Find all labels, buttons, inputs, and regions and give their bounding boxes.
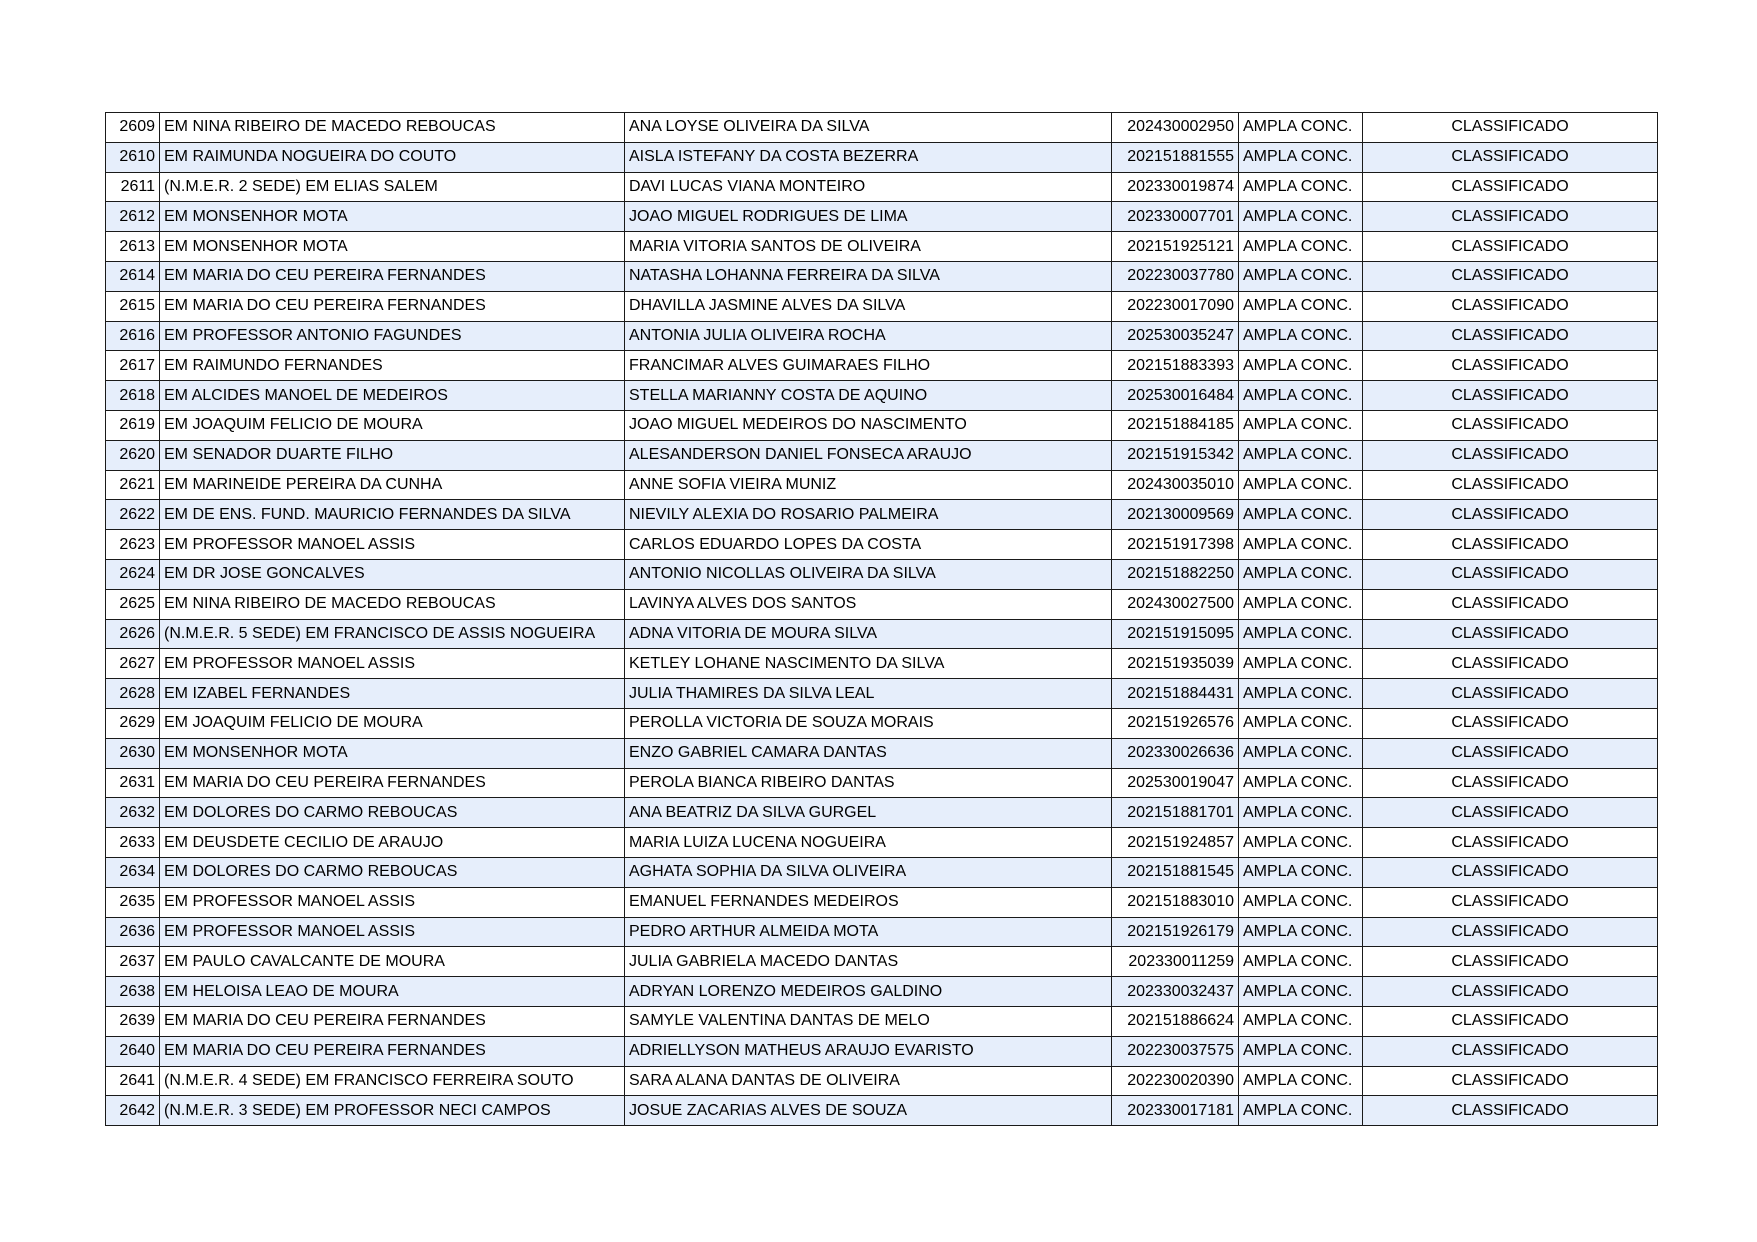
row-number: 2609 (106, 113, 160, 143)
modality: AMPLA CONC. (1239, 887, 1363, 917)
school-name: EM RAIMUNDO FERNANDES (160, 351, 625, 381)
student-name: DAVI LUCAS VIANA MONTEIRO (625, 172, 1112, 202)
registration-number: 202151886624 (1112, 1006, 1239, 1036)
table-row (106, 1036, 1658, 1066)
modality: AMPLA CONC. (1239, 768, 1363, 798)
modality: AMPLA CONC. (1239, 261, 1363, 291)
registration-number: 202151882250 (1112, 559, 1239, 589)
table-row (106, 470, 1658, 500)
student-name: SAMYLE VALENTINA DANTAS DE MELO (625, 1006, 1112, 1036)
row-number: 2632 (106, 798, 160, 828)
school-name: EM IZABEL FERNANDES (160, 679, 625, 709)
table-row (106, 172, 1658, 202)
modality: AMPLA CONC. (1239, 857, 1363, 887)
table-row (106, 261, 1658, 291)
table-row (106, 440, 1658, 470)
status: CLASSIFICADO (1363, 1096, 1658, 1126)
registration-number: 202530019047 (1112, 768, 1239, 798)
school-name: EM RAIMUNDA NOGUEIRA DO COUTO (160, 142, 625, 172)
student-name: AGHATA SOPHIA DA SILVA OLIVEIRA (625, 857, 1112, 887)
row-number: 2622 (106, 500, 160, 530)
student-name: JOSUE ZACARIAS ALVES DE SOUZA (625, 1096, 1112, 1126)
registration-number: 202151915342 (1112, 440, 1239, 470)
status: CLASSIFICADO (1363, 142, 1658, 172)
registration-number: 202330011259 (1112, 947, 1239, 977)
row-number: 2615 (106, 291, 160, 321)
student-name: ANNE SOFIA VIEIRA MUNIZ (625, 470, 1112, 500)
table-row (106, 1066, 1658, 1096)
modality: AMPLA CONC. (1239, 470, 1363, 500)
modality: AMPLA CONC. (1239, 1066, 1363, 1096)
row-number: 2614 (106, 261, 160, 291)
modality: AMPLA CONC. (1239, 113, 1363, 143)
table-row (106, 649, 1658, 679)
student-name: EMANUEL FERNANDES MEDEIROS (625, 887, 1112, 917)
school-name: (N.M.E.R. 3 SEDE) EM PROFESSOR NECI CAMPOS (160, 1096, 625, 1126)
student-name: KETLEY LOHANE NASCIMENTO DA SILVA (625, 649, 1112, 679)
registration-number: 202330019874 (1112, 172, 1239, 202)
student-name: JOAO MIGUEL MEDEIROS DO NASCIMENTO (625, 410, 1112, 440)
school-name: EM PROFESSOR MANOEL ASSIS (160, 887, 625, 917)
row-number: 2634 (106, 857, 160, 887)
status: CLASSIFICADO (1363, 1006, 1658, 1036)
status: CLASSIFICADO (1363, 530, 1658, 560)
row-number: 2637 (106, 947, 160, 977)
modality: AMPLA CONC. (1239, 798, 1363, 828)
status: CLASSIFICADO (1363, 291, 1658, 321)
status: CLASSIFICADO (1363, 798, 1658, 828)
status: CLASSIFICADO (1363, 113, 1658, 143)
row-number: 2616 (106, 321, 160, 351)
status: CLASSIFICADO (1363, 947, 1658, 977)
row-number: 2640 (106, 1036, 160, 1066)
row-number: 2613 (106, 232, 160, 262)
registration-number: 202151925121 (1112, 232, 1239, 262)
status: CLASSIFICADO (1363, 589, 1658, 619)
registration-number: 202430027500 (1112, 589, 1239, 619)
student-name: FRANCIMAR ALVES GUIMARAES FILHO (625, 351, 1112, 381)
table-row (106, 1096, 1658, 1126)
status: CLASSIFICADO (1363, 470, 1658, 500)
student-name: CARLOS EDUARDO LOPES DA COSTA (625, 530, 1112, 560)
status: CLASSIFICADO (1363, 619, 1658, 649)
student-name: MARIA LUIZA LUCENA NOGUEIRA (625, 828, 1112, 858)
registration-number: 202151883393 (1112, 351, 1239, 381)
table-row (106, 410, 1658, 440)
registration-number: 202151881555 (1112, 142, 1239, 172)
registration-number: 202151926179 (1112, 917, 1239, 947)
student-name: STELLA MARIANNY COSTA DE AQUINO (625, 381, 1112, 411)
status: CLASSIFICADO (1363, 172, 1658, 202)
registration-number: 202530016484 (1112, 381, 1239, 411)
table-row (106, 828, 1658, 858)
school-name: EM MARIA DO CEU PEREIRA FERNANDES (160, 768, 625, 798)
status: CLASSIFICADO (1363, 1066, 1658, 1096)
modality: AMPLA CONC. (1239, 947, 1363, 977)
modality: AMPLA CONC. (1239, 649, 1363, 679)
school-name: EM MARINEIDE PEREIRA DA CUNHA (160, 470, 625, 500)
status: CLASSIFICADO (1363, 917, 1658, 947)
student-name: ALESANDERSON DANIEL FONSECA ARAUJO (625, 440, 1112, 470)
school-name: EM NINA RIBEIRO DE MACEDO REBOUCAS (160, 113, 625, 143)
registration-number: 202330007701 (1112, 202, 1239, 232)
school-name: EM MARIA DO CEU PEREIRA FERNANDES (160, 1036, 625, 1066)
row-number: 2631 (106, 768, 160, 798)
status: CLASSIFICADO (1363, 321, 1658, 351)
registration-number: 202151926576 (1112, 708, 1239, 738)
table-row (106, 321, 1658, 351)
modality: AMPLA CONC. (1239, 172, 1363, 202)
row-number: 2638 (106, 977, 160, 1007)
school-name: (N.M.E.R. 5 SEDE) EM FRANCISCO DE ASSIS NOGUEIRA (160, 619, 625, 649)
student-name: SARA ALANA DANTAS DE OLIVEIRA (625, 1066, 1112, 1096)
row-number: 2635 (106, 887, 160, 917)
modality: AMPLA CONC. (1239, 351, 1363, 381)
table-row (106, 351, 1658, 381)
modality: AMPLA CONC. (1239, 500, 1363, 530)
registration-number: 202151924857 (1112, 828, 1239, 858)
status: CLASSIFICADO (1363, 708, 1658, 738)
student-name: MARIA VITORIA SANTOS DE OLIVEIRA (625, 232, 1112, 262)
table-row (106, 887, 1658, 917)
status: CLASSIFICADO (1363, 887, 1658, 917)
row-number: 2630 (106, 738, 160, 768)
school-name: (N.M.E.R. 2 SEDE) EM ELIAS SALEM (160, 172, 625, 202)
row-number: 2629 (106, 708, 160, 738)
student-name: ADNA VITORIA DE MOURA SILVA (625, 619, 1112, 649)
row-number: 2623 (106, 530, 160, 560)
registration-number: 202151884431 (1112, 679, 1239, 709)
classification-list (105, 112, 1657, 1126)
student-name: PEROLLA VICTORIA DE SOUZA MORAIS (625, 708, 1112, 738)
registration-number: 202230037780 (1112, 261, 1239, 291)
student-name: ANTONIO NICOLLAS OLIVEIRA DA SILVA (625, 559, 1112, 589)
modality: AMPLA CONC. (1239, 708, 1363, 738)
status: CLASSIFICADO (1363, 351, 1658, 381)
student-name: JULIA THAMIRES DA SILVA LEAL (625, 679, 1112, 709)
row-number: 2628 (106, 679, 160, 709)
registration-number: 202151883010 (1112, 887, 1239, 917)
status: CLASSIFICADO (1363, 828, 1658, 858)
student-name: ANTONIA JULIA OLIVEIRA ROCHA (625, 321, 1112, 351)
modality: AMPLA CONC. (1239, 977, 1363, 1007)
status: CLASSIFICADO (1363, 381, 1658, 411)
modality: AMPLA CONC. (1239, 1006, 1363, 1036)
student-name: JULIA GABRIELA MACEDO DANTAS (625, 947, 1112, 977)
row-number: 2627 (106, 649, 160, 679)
table-row (106, 947, 1658, 977)
school-name: EM PROFESSOR MANOEL ASSIS (160, 917, 625, 947)
student-name: ADRIELLYSON MATHEUS ARAUJO EVARISTO (625, 1036, 1112, 1066)
row-number: 2633 (106, 828, 160, 858)
status: CLASSIFICADO (1363, 500, 1658, 530)
table-row (106, 589, 1658, 619)
row-number: 2625 (106, 589, 160, 619)
modality: AMPLA CONC. (1239, 1096, 1363, 1126)
modality: AMPLA CONC. (1239, 232, 1363, 262)
school-name: EM DR JOSE GONCALVES (160, 559, 625, 589)
student-name: PEDRO ARTHUR ALMEIDA MOTA (625, 917, 1112, 947)
row-number: 2636 (106, 917, 160, 947)
registration-number: 202430002950 (1112, 113, 1239, 143)
status: CLASSIFICADO (1363, 559, 1658, 589)
school-name: EM MARIA DO CEU PEREIRA FERNANDES (160, 1006, 625, 1036)
school-name: EM PROFESSOR MANOEL ASSIS (160, 649, 625, 679)
student-name: AISLA ISTEFANY DA COSTA BEZERRA (625, 142, 1112, 172)
student-name: NATASHA LOHANNA FERREIRA DA SILVA (625, 261, 1112, 291)
registration-number: 202151915095 (1112, 619, 1239, 649)
row-number: 2617 (106, 351, 160, 381)
row-number: 2620 (106, 440, 160, 470)
modality: AMPLA CONC. (1239, 619, 1363, 649)
school-name: EM MONSENHOR MOTA (160, 202, 625, 232)
school-name: EM JOAQUIM FELICIO DE MOURA (160, 708, 625, 738)
modality: AMPLA CONC. (1239, 738, 1363, 768)
table-row (106, 530, 1658, 560)
modality: AMPLA CONC. (1239, 440, 1363, 470)
status: CLASSIFICADO (1363, 857, 1658, 887)
registration-number: 202530035247 (1112, 321, 1239, 351)
table-row (106, 768, 1658, 798)
status: CLASSIFICADO (1363, 649, 1658, 679)
row-number: 2619 (106, 410, 160, 440)
student-name: JOAO MIGUEL RODRIGUES DE LIMA (625, 202, 1112, 232)
status: CLASSIFICADO (1363, 679, 1658, 709)
status: CLASSIFICADO (1363, 977, 1658, 1007)
student-name: ANA LOYSE OLIVEIRA DA SILVA (625, 113, 1112, 143)
table-row (106, 291, 1658, 321)
modality: AMPLA CONC. (1239, 291, 1363, 321)
registration-number: 202151884185 (1112, 410, 1239, 440)
student-name: ENZO GABRIEL CAMARA DANTAS (625, 738, 1112, 768)
school-name: EM NINA RIBEIRO DE MACEDO REBOUCAS (160, 589, 625, 619)
row-number: 2626 (106, 619, 160, 649)
modality: AMPLA CONC. (1239, 381, 1363, 411)
school-name: EM HELOISA LEAO DE MOURA (160, 977, 625, 1007)
registration-number: 202330032437 (1112, 977, 1239, 1007)
row-number: 2610 (106, 142, 160, 172)
row-number: 2642 (106, 1096, 160, 1126)
row-number: 2612 (106, 202, 160, 232)
table-row (106, 381, 1658, 411)
table-row (106, 232, 1658, 262)
student-name: LAVINYA ALVES DOS SANTOS (625, 589, 1112, 619)
school-name: (N.M.E.R. 4 SEDE) EM FRANCISCO FERREIRA SOUTO (160, 1066, 625, 1096)
status: CLASSIFICADO (1363, 440, 1658, 470)
modality: AMPLA CONC. (1239, 142, 1363, 172)
results-table (105, 112, 1658, 1126)
table-row (106, 917, 1658, 947)
modality: AMPLA CONC. (1239, 410, 1363, 440)
modality: AMPLA CONC. (1239, 589, 1363, 619)
table-row (106, 500, 1658, 530)
school-name: EM MARIA DO CEU PEREIRA FERNANDES (160, 291, 625, 321)
school-name: EM DOLORES DO CARMO REBOUCAS (160, 798, 625, 828)
student-name: PEROLA BIANCA RIBEIRO DANTAS (625, 768, 1112, 798)
student-name: ANA BEATRIZ DA SILVA GURGEL (625, 798, 1112, 828)
results-table-body (106, 113, 1658, 1126)
row-number: 2624 (106, 559, 160, 589)
table-row (106, 798, 1658, 828)
registration-number: 202330026636 (1112, 738, 1239, 768)
school-name: EM MONSENHOR MOTA (160, 232, 625, 262)
school-name: EM SENADOR DUARTE FILHO (160, 440, 625, 470)
student-name: ADRYAN LORENZO MEDEIROS GALDINO (625, 977, 1112, 1007)
row-number: 2611 (106, 172, 160, 202)
registration-number: 202230020390 (1112, 1066, 1239, 1096)
modality: AMPLA CONC. (1239, 202, 1363, 232)
registration-number: 202330017181 (1112, 1096, 1239, 1126)
student-name: DHAVILLA JASMINE ALVES DA SILVA (625, 291, 1112, 321)
registration-number: 202151881701 (1112, 798, 1239, 828)
school-name: EM MARIA DO CEU PEREIRA FERNANDES (160, 261, 625, 291)
school-name: EM PAULO CAVALCANTE DE MOURA (160, 947, 625, 977)
status: CLASSIFICADO (1363, 202, 1658, 232)
modality: AMPLA CONC. (1239, 530, 1363, 560)
registration-number: 202230017090 (1112, 291, 1239, 321)
status: CLASSIFICADO (1363, 261, 1658, 291)
status: CLASSIFICADO (1363, 232, 1658, 262)
school-name: EM MONSENHOR MOTA (160, 738, 625, 768)
student-name: NIEVILY ALEXIA DO ROSARIO PALMEIRA (625, 500, 1112, 530)
table-row (106, 619, 1658, 649)
status: CLASSIFICADO (1363, 738, 1658, 768)
status: CLASSIFICADO (1363, 1036, 1658, 1066)
table-row (106, 113, 1658, 143)
modality: AMPLA CONC. (1239, 679, 1363, 709)
school-name: EM DOLORES DO CARMO REBOUCAS (160, 857, 625, 887)
registration-number: 202430035010 (1112, 470, 1239, 500)
modality: AMPLA CONC. (1239, 917, 1363, 947)
registration-number: 202151881545 (1112, 857, 1239, 887)
table-row (106, 559, 1658, 589)
table-row (106, 202, 1658, 232)
registration-number: 202230037575 (1112, 1036, 1239, 1066)
school-name: EM JOAQUIM FELICIO DE MOURA (160, 410, 625, 440)
table-row (106, 708, 1658, 738)
school-name: EM ALCIDES MANOEL DE MEDEIROS (160, 381, 625, 411)
registration-number: 202130009569 (1112, 500, 1239, 530)
table-row (106, 857, 1658, 887)
table-row (106, 142, 1658, 172)
school-name: EM DE ENS. FUND. MAURICIO FERNANDES DA SILVA (160, 500, 625, 530)
table-row (106, 679, 1658, 709)
status: CLASSIFICADO (1363, 768, 1658, 798)
table-row (106, 1006, 1658, 1036)
school-name: EM PROFESSOR ANTONIO FAGUNDES (160, 321, 625, 351)
row-number: 2641 (106, 1066, 160, 1096)
row-number: 2639 (106, 1006, 160, 1036)
status: CLASSIFICADO (1363, 410, 1658, 440)
school-name: EM PROFESSOR MANOEL ASSIS (160, 530, 625, 560)
row-number: 2621 (106, 470, 160, 500)
registration-number: 202151917398 (1112, 530, 1239, 560)
modality: AMPLA CONC. (1239, 321, 1363, 351)
modality: AMPLA CONC. (1239, 1036, 1363, 1066)
registration-number: 202151935039 (1112, 649, 1239, 679)
modality: AMPLA CONC. (1239, 828, 1363, 858)
table-row (106, 738, 1658, 768)
table-row (106, 977, 1658, 1007)
school-name: EM DEUSDETE CECILIO DE ARAUJO (160, 828, 625, 858)
row-number: 2618 (106, 381, 160, 411)
modality: AMPLA CONC. (1239, 559, 1363, 589)
